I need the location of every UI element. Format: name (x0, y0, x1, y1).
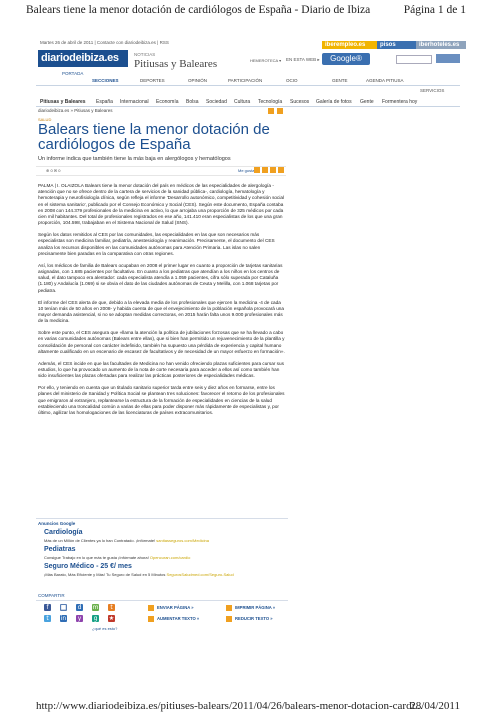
search-scope-radio[interactable]: EN ESTA WEB ▸ (286, 57, 320, 62)
yahoo-icon[interactable]: y (77, 615, 82, 622)
article-paragraph: Así, los médicos de familia de Balears ocupaban en 2008 el primer lugar en cuanto a proporción de tarjetas sanitarias asignadas, con 1.685 pacientes por facultativo. En cuanto a los pediatras que atendían a los niños en los centros de salud, el dato tampoco era alentador: cada especialista atendía a 1.059 pacientes, cifra sólo superada por Cataluña (1.180) y Andalucía (1.069) si se obvia el dato de las ciudades autónomas de Ceuta y Melilla, con 1.068 tarjetas por pediatra. (38, 262, 283, 293)
decrease-text-icon[interactable] (226, 616, 232, 622)
subnav-item-sucesos[interactable]: Sucesos (290, 99, 310, 105)
ad-title-pediatras[interactable]: Pediatras (44, 546, 76, 553)
article-paragraph: El informe del CES alerta de que, debido a la elevada media de los profesionales que ejercen la medicina -4 de cada 10 tenían más de 50 años en 2008- y habida cuenta de que el envejecimiento de la población española provocará una mayor demanda asistencial, si no se adoptan medidas correctoras, en 2015 harán falta unos 9.000 profesionales más de la medicina. (38, 299, 285, 324)
subnav-item-formentera[interactable]: Formentera hoy (382, 99, 418, 105)
digg-icon[interactable]: d (77, 604, 82, 611)
print-page-link[interactable]: IMPRIMIR PÁGINA » (235, 605, 276, 610)
share-title: COMPARTIR (38, 593, 65, 598)
print-icon[interactable] (277, 108, 283, 114)
topic-tag: SALUD (38, 117, 52, 122)
subnav-item-bolsa[interactable]: Bolsa (186, 99, 199, 105)
article-paragraph: Según los datos remitidos al CES por las comunidades, las especialidades en las que son necesarios más especialistas son medicina familiar, pediatría, anestesiología y reanimación. Precisamente, el documento del CES analiza los recursos disponibles en las comunidades autónomas para Atención Primaria. Las islas no salen precisamente bien paradas en la comparativa con otras regiones. (38, 232, 275, 256)
logo-portada-link[interactable]: PORTADA (62, 71, 84, 76)
print-page-icon[interactable] (226, 605, 232, 611)
ad-title-seguro-medico[interactable]: Seguro Médico - 25 €/ mes (44, 563, 132, 570)
section-title: Pitiusas y Baleares (134, 58, 218, 70)
section-small-label: NOTICIAS (134, 52, 156, 57)
comments-count[interactable]: ⊕ 0 ✉ 0 (46, 168, 61, 173)
breadcrumb[interactable]: diariodeibiza.es » Pitiusas y Baleares (38, 108, 113, 113)
subnav-item-internacional[interactable]: Internacional (120, 99, 149, 105)
share-icon-2[interactable] (262, 167, 268, 173)
search-input[interactable] (396, 55, 432, 64)
servicios-link[interactable]: SERVICIOS (420, 88, 445, 93)
ad-desc: Más de un Millón de Clientes ya lo han Contratado. ¡Infórmate! sanitasseguros.com/Medicina (44, 538, 209, 543)
subnav-item-tecnologia[interactable]: Tecnología (258, 99, 283, 105)
ad-tag-iberhoteles[interactable]: iberhoteles.es (416, 41, 466, 49)
print-footer-url: http://www.diariodeibiza.es/pitiuses-balears/2011/04/26/balears-menor-dotacion-cardi... (36, 700, 423, 712)
ad-tag-pisos[interactable]: pisos (377, 41, 417, 49)
article-headline: Balears tiene la menor dotación de cardiólogos de España (38, 121, 270, 153)
share-icon-1[interactable] (254, 167, 260, 173)
send-page-link[interactable]: ENVIAR PÁGINA » (157, 605, 194, 610)
nav-item-secciones[interactable]: SECCIONES (92, 78, 119, 83)
subnav-item-gente[interactable]: Gente (360, 99, 374, 105)
print-page-number: Página 1 de 1 (403, 4, 466, 16)
decrease-text-link[interactable]: REDUCIR TEXTO » (235, 616, 273, 621)
increase-text-link[interactable]: AUMENTAR TEXTO » (157, 616, 200, 621)
subnav-item-cultura[interactable]: Cultura (234, 99, 251, 105)
share-icon-3[interactable] (270, 167, 276, 173)
subnav-item-sociedad[interactable]: Sociedad (206, 99, 227, 105)
ad-url[interactable]: SegurosSaludmed.com/Seguro-Salud (166, 572, 234, 577)
ads-title: Anuncios Google (38, 521, 76, 526)
nav-item-gente[interactable]: GENTE (332, 78, 348, 83)
subnav-item-galeria[interactable]: Galería de fotos (316, 99, 352, 105)
subnav-item-pitiusas[interactable]: Pitiusas y Baleares (40, 99, 86, 105)
ad-title-cardiologia[interactable]: Cardiología (44, 529, 83, 536)
ad-url[interactable]: sanitasseguros.com/Medicina (156, 538, 209, 543)
article-subhead: Un informe indica que también tiene la más baja en alergólogos y hematólogos (38, 156, 231, 162)
article-paragraph: PALMA | I. OLAIZOLA Balears tiene la menor dotación del país en médicos de las especialidades de alergología -atención que no se ofrece dentro de la cartera de servicios de la sanidad pública-, cardiología, hematología y hemoterapia y neurofisiología clínica, según refleja el informe 'Desarrollo autonómico, competitividad y cohesión social en el sistema sanitario', publicado por el Consejo Económico y Social (CES). Según este documento, España contaba en 2008 con 144.379 profesionales de la medicina en activo, lo que arrojaba una proporción de 325 médicos por cada cien mil habitantes. Del total de profesionales registrados en ese año, 141.410 eran especialistas de los que una gran proporción, 104.598, trabajaban en el Sistema Nacional de Salud (SNS). (38, 183, 285, 226)
nav-item-ocio[interactable]: OCIO (286, 78, 298, 83)
header-topline: Martes 26 de abril de 2011 | Contacte con diariodeibiza.es | RSS (40, 40, 169, 45)
article-paragraph: Por ello, y teniendo en cuenta que un titulado sanitario superior tarda entre seis y diez años en formarse, entre los planes del ministerio de Sanidad y Política Social se plantean tres soluciones: favorecer el retorno de los profesionales que emigraron al extranjero, replantearse la estructura de la formación de especialidades en ciencias de la salud estableciendo una troncalidad común a varias de ellas para poder disponer más rápidamente de especialistas y, por último, agilizar las homologaciones de las licenciaturas de países extracomunitarios. (38, 385, 285, 416)
nav-item-opinion[interactable]: OPINIÓN (188, 78, 208, 83)
subnav-item-espana[interactable]: España (96, 99, 113, 105)
article-body (38, 183, 286, 422)
subnav-item-economia[interactable]: Economía (156, 99, 179, 105)
google-search-logo[interactable]: Google® (322, 53, 370, 65)
article-paragraph: Sobre este punto, el CES asegura que «llama la atención la política de jubilaciones forzosas que se ha llevado a cabo en varias comunidades autónomas (Balears entre ellas), que si bien han permitido un rejuvenecimiento de la plantilla y consolidación de personal con carácter indefinido, también ha supuesto una pérdida de experiencia y capital humano altamente cualificado en un escenario de escasez de facultativos y de necesidad de un mayor esfuerzo en formación». (38, 330, 285, 354)
share-icon-4[interactable] (278, 167, 284, 173)
hemeroteca-dropdown[interactable]: HEMEROTECA ▾ (250, 58, 282, 63)
delicious-icon[interactable]: ■ (60, 604, 67, 611)
ad-desc: Consigue Trabajo en lo que más te gusta ¡Infórmate ahora! Opencuran.com/cardio (44, 555, 191, 560)
facebook-icon[interactable]: f (44, 604, 51, 611)
technorati-icon[interactable]: t (108, 604, 115, 611)
meneame-icon[interactable]: m (92, 604, 99, 611)
nav-item-participacion[interactable]: PARTICIPACIÓN (228, 78, 263, 83)
increase-text-icon[interactable] (148, 616, 154, 622)
nav-item-agenda-pitiusa[interactable]: AGENDA PITIUSA (366, 78, 404, 83)
like-button[interactable]: Me gusta (238, 168, 255, 173)
nav-item-deportes[interactable]: DEPORTES (140, 78, 165, 83)
what-is-this-link[interactable]: ¿qué es esto? (92, 626, 118, 631)
print-header-title: Balears tiene la menor dotación de cardiólogos de España - Diario de Ibiza (26, 4, 371, 16)
site-logo[interactable]: diariodeibiza.es (38, 50, 128, 67)
google-bookmark-icon[interactable]: g (93, 615, 98, 622)
print-footer-date: 28/04/2011 (410, 700, 460, 712)
article-paragraph: Además, el CES incide en que las facultades de Medicina no han venido ofreciendo plazas suficientes para cursar sus estudios, lo que ha provocado un aumento de la nota de corte necesaria para acceder a ellos así como también han sido insuficientes las plazas ofertadas para realizar las prácticas posteriores de especialidades médicas. (38, 360, 284, 379)
ad-tag-iberempleo[interactable]: iberempleo.es (322, 41, 378, 49)
ad-url[interactable]: Opencuran.com/cardio (149, 555, 191, 560)
twitter-icon[interactable]: t (44, 615, 51, 622)
share-divider (36, 600, 288, 601)
live-icon[interactable]: ★ (108, 615, 115, 622)
send-page-icon[interactable] (148, 605, 154, 611)
linkedin-icon[interactable]: in (60, 615, 67, 622)
search-button[interactable] (436, 54, 460, 63)
ad-desc: ¡Más Barato, Más Eficiente y Más! Tu Seguro de Salud en 5 Minutos SegurosSaludmed.com/Seguro-Salud (44, 572, 234, 577)
font-size-icon[interactable] (268, 108, 274, 114)
